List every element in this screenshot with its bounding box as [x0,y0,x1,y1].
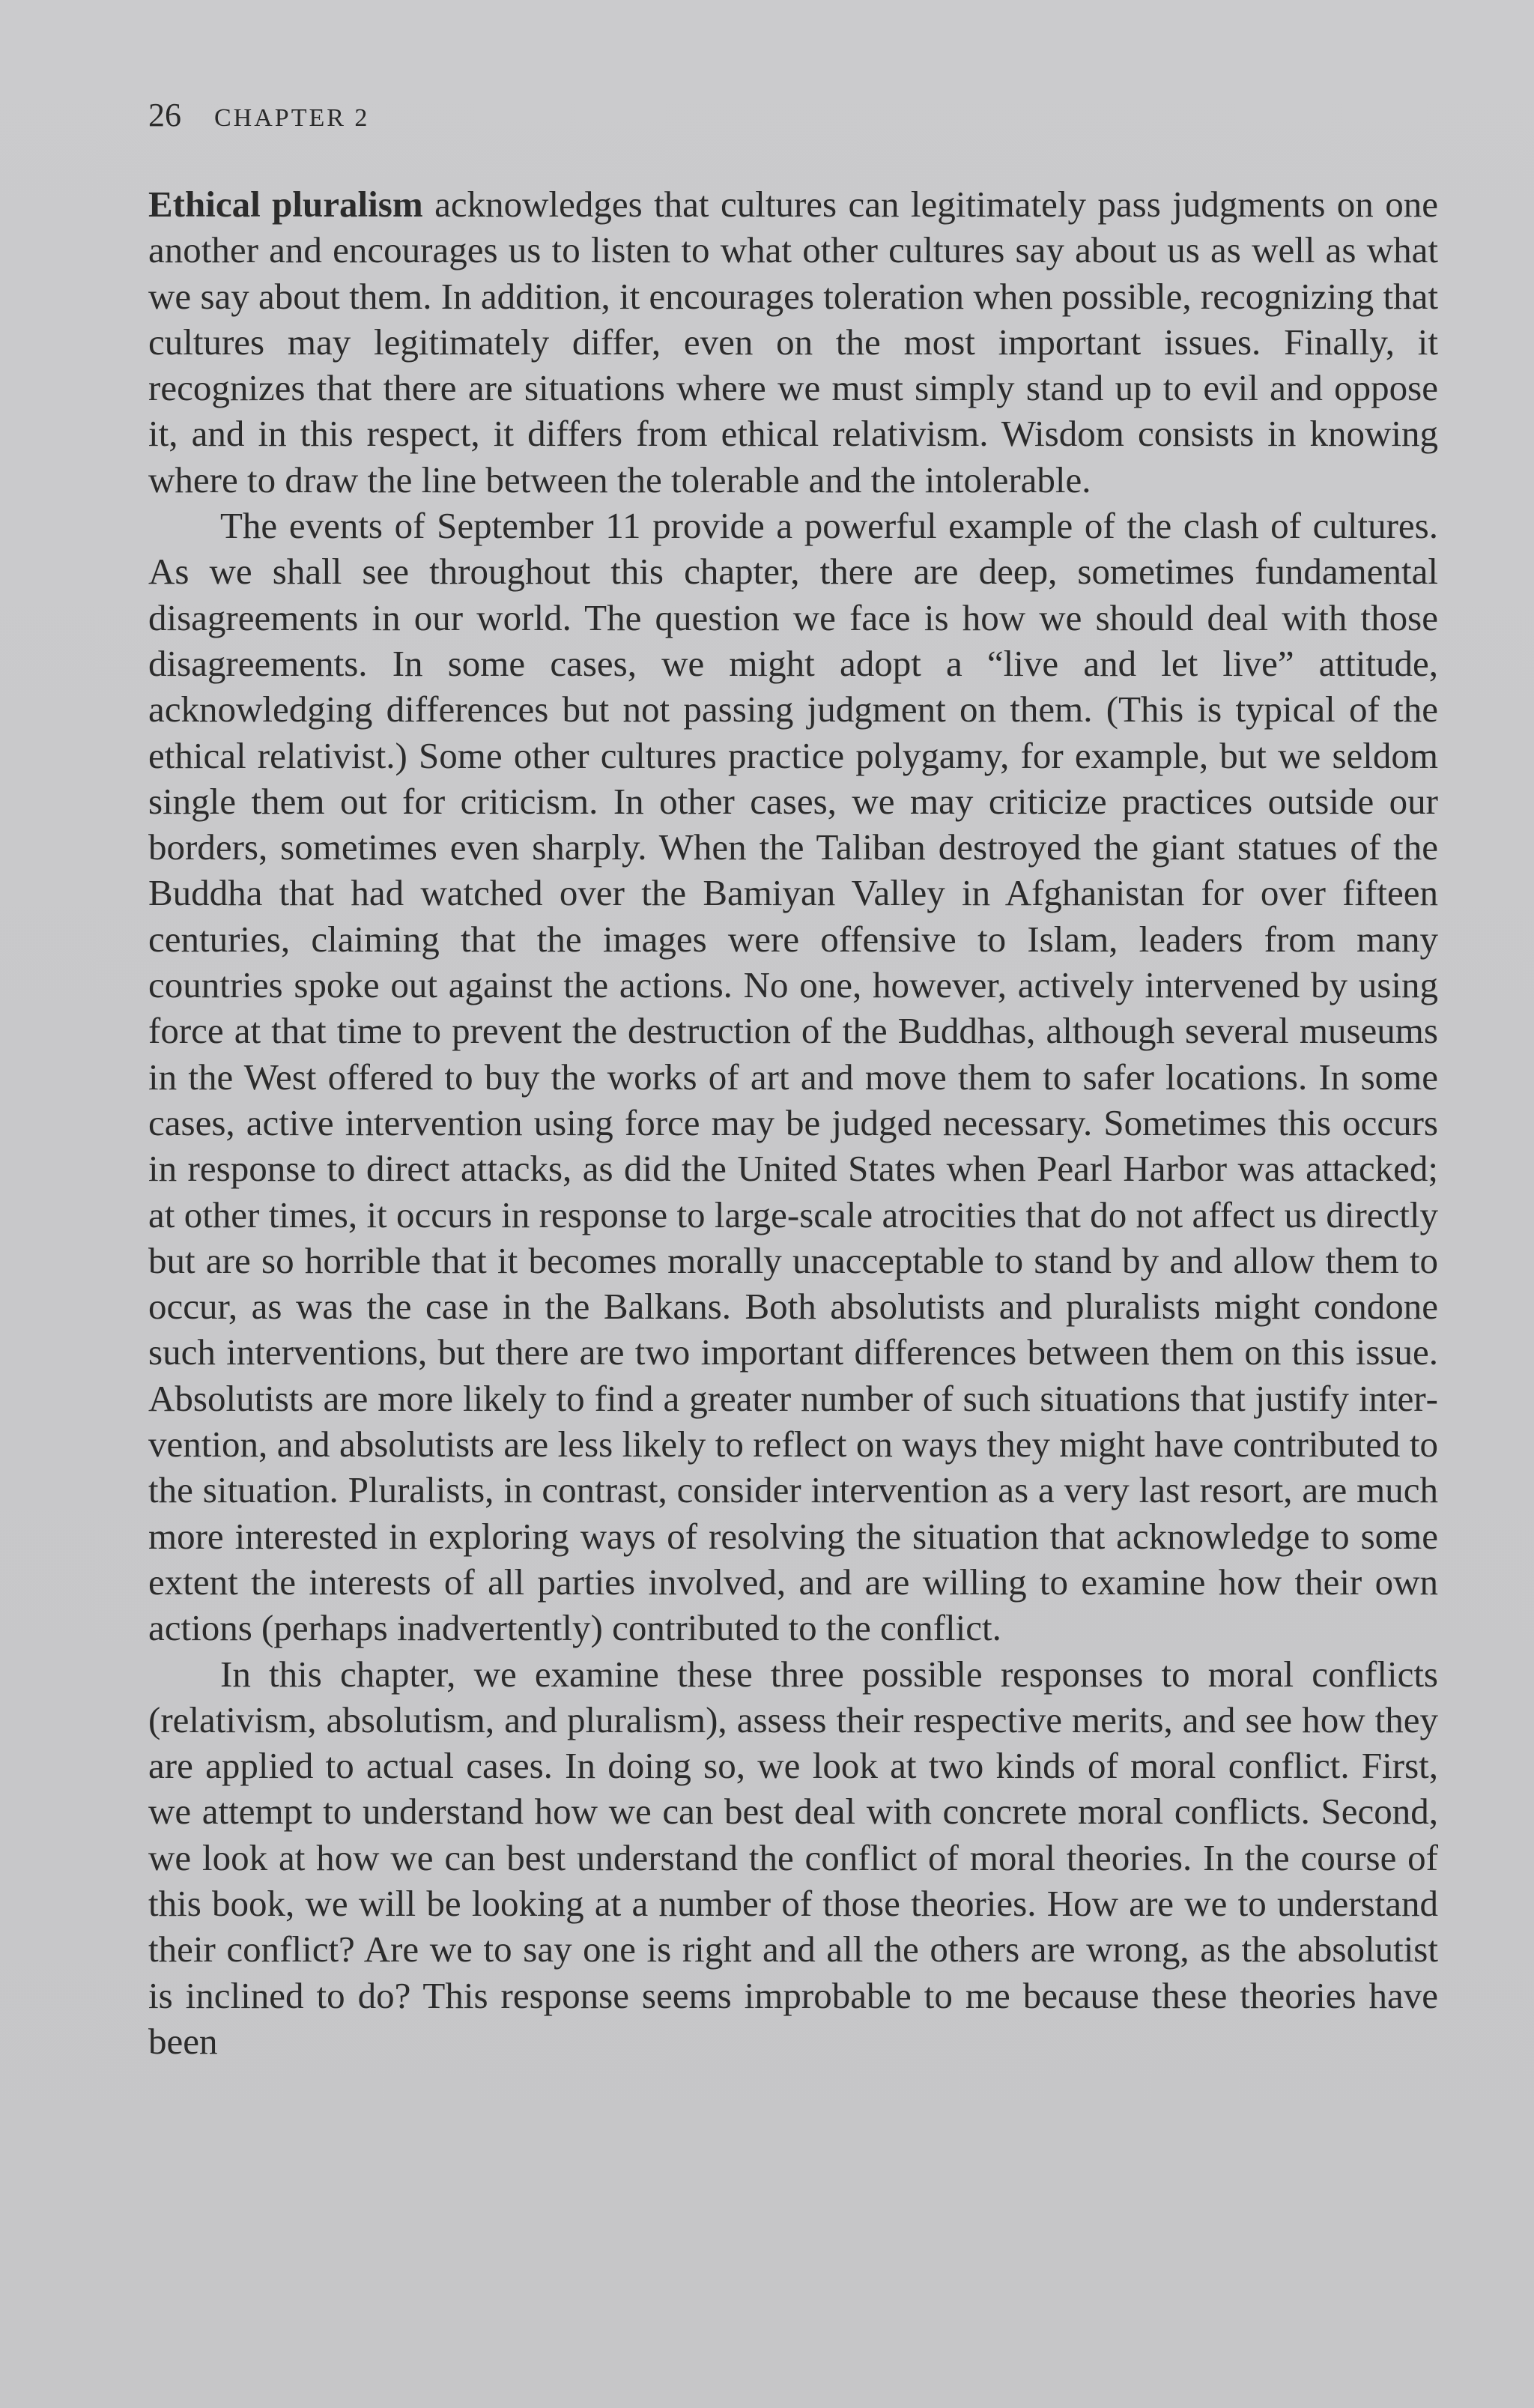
paragraph-1 [148,181,1438,503]
page-number: 26 [148,97,181,133]
body-text [148,181,1438,2064]
paragraph-1-text: acknowledges that cultures can legitimately pass judgments on one another and encourages us to listen to what other cultures say about us as well as what we say about them. In addition, it encourages toleration when possible, recognizing that cultures may legitimately differ, even on the most important issues. Finally, it recognizes that there are situations where we must simply stand up to evil and oppose it, and in this respect, it differs from ethical relativism. Wisdom consists in knowing where to draw the line between the tolerable and the intolerable. [148,184,1438,500]
chapter-label: CHAPTER 2 [214,104,370,132]
paragraph-2: The events of September 11 provide a powerful example of the clash of cultures. As we shall see throughout this chapter, there are deep, sometimes fundamental disagreements in our world. The question we face is how we should deal with those disagreements. In some cases, we might adopt a “live and let live” attitude, acknowledging differences but not passing judgment on them. (This is typical of the ethical relativist.) Some other cultures practice polygamy, for example, but we seldom single them out for criticism. In other cases, we may criticize practices outside our borders, sometimes even sharply. When the Taliban destroyed the giant statues of the Buddha that had watched over the Bamiyan Valley in Afghanistan for over fifteen centuries, claiming that the images were offensive to Islam, leaders from many countries spoke out against the actions. No one, however, actively intervened by using force at that time to prevent the destruction of the Buddhas, although several museums in the West offered to buy the works of art and move them to safer locations. In some cases, active intervention using force may be judged necessary. Sometimes this occurs in response to direct attacks, as did the United States when Pearl Harbor was attacked; at other times, it occurs in response to large-scale atrocities that do not affect us directly but are so horrible that it becomes morally unacceptable to stand by and allow them to occur, as was the case in the Balkans. Both absolutists and pluralists might condone such interventions, but there are two important differences between them on this issue. Absolutists are more likely to find a greater number of such situations that justify intervention, and absolutists are less likely to reflect on ways they might have contributed to the situation. Pluralists, in contrast, consider intervention as a very last resort, are much more interested in exploring ways of resolving the situation that acknowledge to some extent the interests of all parties involved, and are willing to examine how their own actions (perhaps inadvertently) contributed to the conflict. [148,505,1438,1649]
running-head [148,96,369,134]
paragraph-3: In this chapter, we examine these three possible responses to moral conflicts (relativism, absolutism, and pluralism), assess their respective merits, and see how they are applied to actual cases. In doing so, we look at two kinds of moral conflict. First, we attempt to understand how we can best deal with concrete moral conflicts. Second, we look at how we can best understand the conflict of moral theories. In the course of this book, we will be looking at a number of those theories. How are we to understand their conflict? Are we to say one is right and all the others are wrong, as the absolutist is inclined to do? This response seems improbable to me because these theories have been [148,1653,1438,2062]
key-term: Ethical pluralism [148,184,423,225]
